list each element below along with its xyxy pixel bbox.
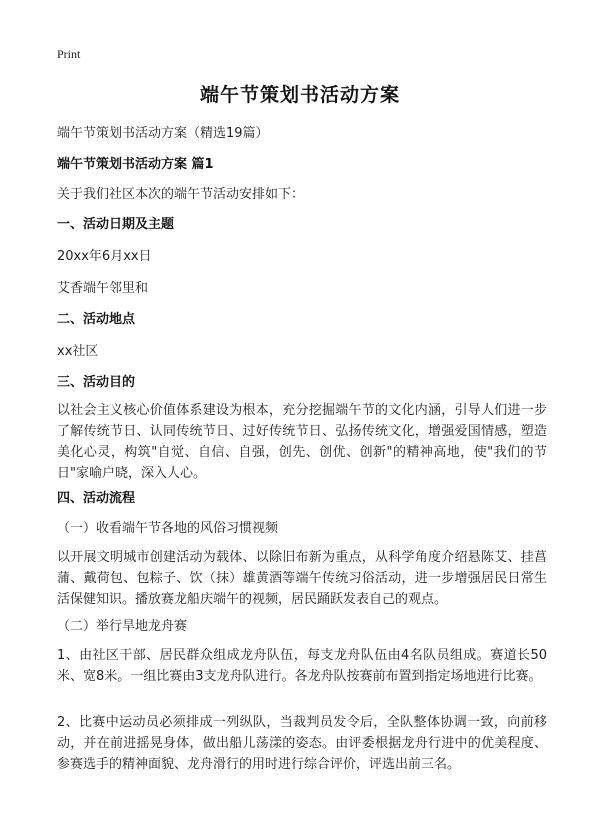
heading-purpose: 三、活动目的 bbox=[57, 375, 136, 390]
print-link[interactable]: Print bbox=[57, 47, 81, 61]
event-date: 20xx年6月xx日 bbox=[57, 249, 152, 264]
rule2-paragraph: 2、比赛中运动员必须排成一列纵队，当裁判员发令后，全队整体协调一致，向前移动，并在前进摇晃身体，做出船儿荡漾的姿态。由评委根据龙舟行进中的优美程度、参赛选手的精神面貌、龙舟滑行的用时进行综合评价，评选出前三名。 bbox=[57, 715, 547, 772]
event-location: xx社区 bbox=[57, 344, 99, 359]
step1-paragraph: 以开展文明城市创建活动为载体、以除旧布新为重点，从科学角度介绍悬陈艾、挂菖蒲、戴荷包、包粽子、饮（抹）雄黄酒等端午传统习俗活动，进一步增强居民日常生活保健知识。播放赛龙船庆端午的视频，居民踊跃发表自己的观点。 bbox=[57, 550, 547, 607]
document-subtitle: 端午节策划书活动方案（精选19篇） bbox=[57, 126, 269, 141]
heading-location: 二、活动地点 bbox=[57, 312, 136, 327]
intro-text: 关于我们社区本次的端午节活动安排如下： bbox=[57, 187, 305, 202]
document-title: 端午节策划书活动方案 bbox=[199, 84, 400, 106]
step2-title: （二）举行旱地龙舟赛 bbox=[57, 619, 188, 634]
heading-date-theme: 一、活动日期及主题 bbox=[57, 217, 175, 232]
event-theme: 艾香端午邻里和 bbox=[57, 281, 149, 296]
rule1-paragraph: 1、由社区干部、居民群众组成龙舟队伍，每支龙舟队伍由4名队员组成。赛道长50米、宽8米。一组比赛由3支龙舟队进行。各龙舟队按赛前布置到指定场地进行比赛。 bbox=[57, 648, 547, 684]
heading-process: 四、活动流程 bbox=[57, 491, 136, 506]
section-title: 端午节策划书活动方案 篇1 bbox=[57, 157, 214, 172]
purpose-paragraph: 以社会主义核心价值体系建设为根本，充分挖掘端午节的文化内涵，引导人们进一步了解传统节日、认同传统节日、过好传统节日、弘扬传统文化，增强爱国情感，塑造美化心灵，构筑"自觉、自信、自强，创先、创优、创新"的精神高地，使"我们的节日"家喻户晓，深入人心。 bbox=[57, 403, 547, 481]
step1-title: （一）收看端午节各地的风俗习惯视频 bbox=[57, 521, 279, 536]
